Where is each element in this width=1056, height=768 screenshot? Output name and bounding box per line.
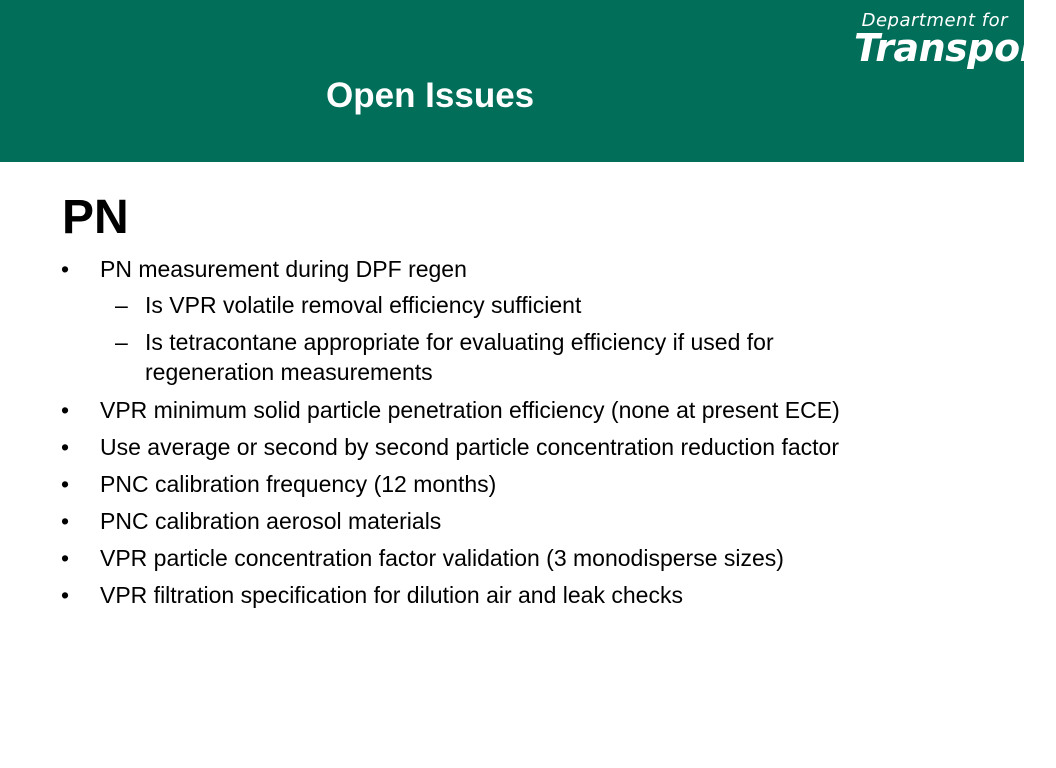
bullet-list [0,254,1024,617]
slide-header [0,0,1056,162]
bullet-item [0,580,1024,617]
bullet-text: PNC calibration frequency (12 months) [100,471,497,497]
bullet-text: VPR minimum solid particle penetration efficiency (none at present ECE) [100,397,840,423]
slide-body [0,162,1024,768]
bullet-marker: • [61,545,70,571]
slide-title: Open Issues [326,76,535,115]
bullet-item [0,432,1024,469]
bullet-marker: • [61,256,70,282]
sub-bullet-text: Is tetracontane appropriate for evaluating efficiency if used for [145,329,774,355]
bullet-marker: • [61,508,70,534]
bullet-marker: • [61,471,70,497]
bullet-item [0,469,1024,506]
sub-bullet-item [0,327,1024,395]
bullet-text: PN measurement during DPF regen [100,256,467,282]
logo-line-department: Department for [861,10,1008,31]
bullet-item [0,395,1024,432]
logo-line-transport: Transport [854,26,1056,70]
bullet-marker: • [61,582,70,608]
dash-marker: – [115,292,128,318]
sub-bullet-item [0,290,1024,327]
department-for-transport-logo [852,10,1056,74]
sub-bullet-text: Is VPR volatile removal efficiency sufficient [145,292,582,318]
bullet-item [0,506,1024,543]
dash-marker: – [115,329,128,355]
bullet-text: VPR particle concentration factor validation (3 monodisperse sizes) [100,545,784,571]
bullet-item [0,543,1024,580]
bullet-marker: • [61,434,70,460]
bullet-text: PNC calibration aerosol materials [100,508,442,534]
bullet-text: Use average or second by second particle concentration reduction factor [100,434,839,460]
bullet-marker: • [61,397,70,423]
section-heading: PN [62,191,129,244]
bullet-item [0,254,1024,290]
sub-bullet-continuation: regeneration measurements [145,359,433,385]
bullet-text: VPR filtration specification for dilution air and leak checks [100,582,683,608]
